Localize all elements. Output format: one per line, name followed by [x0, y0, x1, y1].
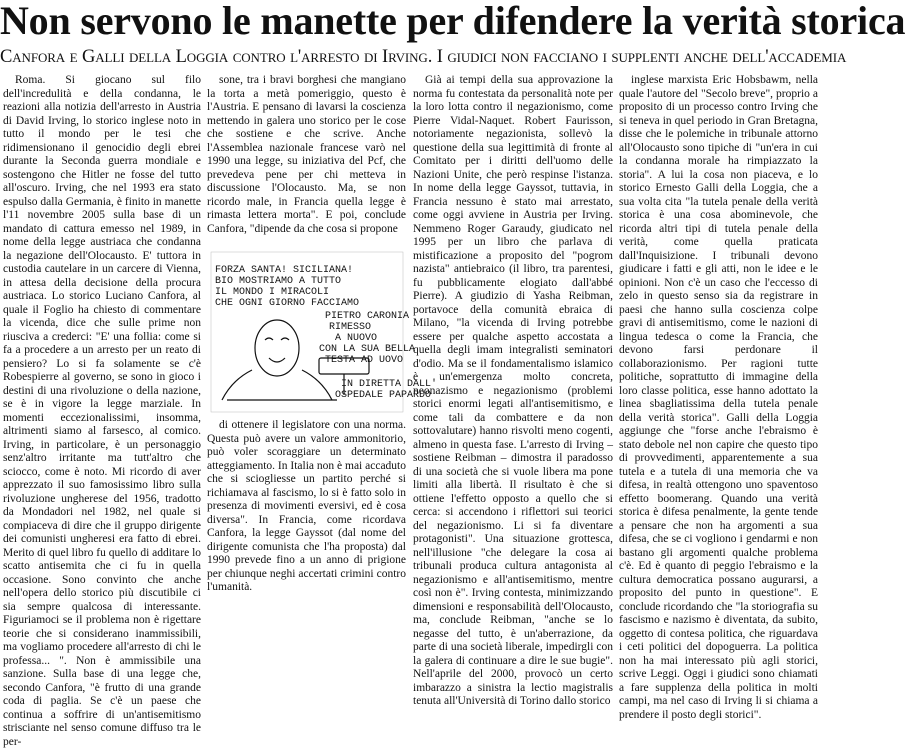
article-column-2-top [207, 74, 406, 248]
column-text: Già ai tempi della sua approvazione la norma fu contestata da personalità note per la loro lotta contro il negazionismo, come Pierre Vidal-Naquet. Robert Faurisson, notoriamente negazionista, sollevò la questione della sua legittimità di fronte al Comitato per i diritti dell'uomo delle Nazioni Unite, che però respinse l'istanza. In nome della legge Gayssot, tuttavia, in Francia nessuno è stato mai arrestato, come oggi avviene in Austria per Irving. Nemmeno Roger Garaudy, giudicato nel 1995 per un libro che parlava di mistificazione a proposito del "pogrom nazista" antiebraico (il libro, tra parentesi, fu pubblicamente elogiato dall'abbé Pierre). A giudizio di Yasha Reibman, portavoce della comunità ebraica di Milano, "la vicenda di Irving potrebbe essere per qualche aspetto accostata a quella degli imam integralisti seminatori d'odio. Ma se il fondamentalismo islamico è un'emergenza molto concreta, neonazismo e negazionismo (problemi storici enormi legati all'antisemitismo, e come tali da combattere e da non sottovalutare) hanno risvolti meno cogenti, almeno in questa fase. L'arresto di Irving – sostiene Reibman – dimostra il paradosso di una società che si vuole libera ma pone limiti alla libertà. Il risultato è che si ottiene l'effetto opposto a quello che si cerca: si accendono i riflettori sui teorici del negazionismo. Li si fa diventare protagonisti". Una situazione grottesca, nell'illusione "che delegare la cosa ai tribunali produca cultura antagonista al negazionismo e all'antisemitismo, mentre così non è". Irving contesta, minimizzando dimensioni e responsabilità dell'Olocausto, ma, conclude Reibman, "anche se lo negasse del tutto, è un'aberrazione, da parte di una società liberale, impedirgli con la galera di continuare a dire le sue bugie". Nell'aprile del 2000, provocò un certo imbarazzo a sinistra la lectio magistralis tenuta all'Università di Torino dallo storico [413, 74, 613, 707]
column-text: di ottenere il legislatore con una norma. Questa può avere un valore ammonitorio, può voler scoraggiare un determinato atteggiamento. In Italia non è mai accaduto che si sciogliesse un partito perché si richiamava al fascismo, lo si è fatto solo in presenza di movimenti eversivi, ed è cosa diversa". In Francia, come ricordava Canfora, la legge Gayssot (dal nome del dirigente comunista che l'ha proposta) dal 1990 prevede fino a un anno di prigione per chiunque neghi accertati crimini contro l'umanità. [207, 419, 406, 593]
article-column-1 [3, 74, 202, 748]
cartoon-illustration [207, 250, 438, 416]
column-text: Roma. Si giocano sul filo dell'incredulità e della condanna, le reazioni alla notizia dell'arresto in Austria di David Irving, lo storico inglese noto in tutto il mondo per le tesi che ridimensionano il genocidio degli ebrei durante la Seconda guerra mondiale e sostengono che Hitler ne fosse del tutto all'oscuro. Irving, che nel 1993 era stato espulso dalla Germania, è finito in manette l'11 novembre 2005 sulla base di un mandato di cattura emesso nel 1989, in nome della legge austriaca che condanna la negazione dell'Olocausto. E' tuttora in custodia cautelare in un carcere di Vienna, in attesa della decisione della procura austriaca. Lo storico Luciano Canfora, al quale il Foglio ha chiesto di commentare la vicenda, dice che sulle prime non riusciva a crederci: "E' una follia: come si fa a procedere a un arresto per un reato di pensiero? Lo si fa solamente se c'è Robespierre al governo, se sono in gioco i destini di una rivoluzione o della nazione, se è in vigore la legge marziale. In momenti eccezionalissimi, insomma, altrimenti siamo al farsesco, al comico. Irving, in particolare, è un personaggio senz'altro irritante ma tutt'altro che sciocco, come è noto. Mi ricordo di aver apprezzato il suo famosissimo libro sulla rivoluzione ungherese del 1956, tradotto da Mondadori nel 1982, nel quale si compiaceva di dire che il gruppo dirigente dei comunisti ungheresi era fatto di ebrei. Merito di quel libro fu quello di additare lo scatto antisemita che ci fu in quella occasione. Sono convinto che anche nell'opera dello storico più discutibile ci sia sempre qualcosa di interessante. Figuriamoci se il problema non è rigettare teorie che si considerano inammissibili, ma vogliamo procedere all'arresto di chi le professa... ". Non è ammissibile una sanzione. Sulla base di una legge che, secondo Canfora, "è frutto di una grande coda di paglia. Se c'è un paese che continua a soffrire di un'antisemitismo strisciante nel senso comune diffuso tra le per- [3, 74, 202, 748]
article-column-2-bottom [207, 419, 406, 593]
column-text: inglese marxista Eric Hobsbawm, nella quale l'autore del "Secolo breve", proprio a proposito di un processo contro Irving che si teneva in quel periodo in Gran Bretagna, disse che le polemiche in tribunale attorno all'Olocausto sono tipiche di "un'era in cui la condanna morale ha rimpiazzato la storia". A lui la cosa non piaceva, e lo storico Ernesto Galli della Loggia, che a sua volta cita "la tutela penale della verità storica è una cosa abominevole, che ricorda altri tipi di tutela penale della verità, come quella praticata dall'Inquisizione. I tribunali devono giudicare i fatti e gli atti, non le idee e le opinioni. Non c'è un caso che l'eccesso di zelo in questo senso sia da registrare in paesi che hanno sulla coscienza colpe gravi di antisemitismo, come le nazioni di lingua tedesca o come la Francia, che devono farsi perdonare il collaborazionismo. Per ragioni tutte politiche, soprattutto di immagine della loro classe politica, esse hanno adottato la linea sbagliatissima della tutela penale della verità storica". Galli della Loggia aggiunge che "forse anche l'ebraismo è stato debole nel non capire che questo tipo di provvedimenti, apparentemente a sua tutela e a tutela di una memoria che va difesa, in realtà ottengono uno spaventoso effetto boomerang. Quando una verità storica è difesa penalmente, la gente tende a pensare che non ha argomenti a sua difesa, che se ci vogliono i gendarmi e non bastano gli argomenti qualche problema c'è. Ed è quanto di peggio l'ebraismo e la cultura democratica possano augurarsi, a proposito del punto in questione". E conclude ricordando che "la storiografia su fascismo e nazismo è diventata, da subito, oggetto di contesa politica, che riguardava i ceti politici del dopoguerra. La politica non ha mai interessato più agli storici, scrive Leggi. Oggi i giudici sono chiamati a fare supplenza della politica in molti campi, ma nel caso di Irving li si chiama a prendere il posto degli storici". [619, 74, 818, 721]
cartoon-figure-caption: PIETRO CARONIA RIMESSO A NUOVO CON LA SUA BELLA TESTA AD UOVO [319, 311, 416, 366]
article-column-3 [413, 74, 613, 707]
cartoon-speech-text: FORZA SANTA! SICILIANA! BIO MOSTRIAMO A TUTTO IL MONDO I MIRACOLI CHE OGNI GIORNO FACCIAMO [215, 265, 360, 309]
article-column-4 [619, 74, 818, 721]
cartoon-signature: IN DIRETTA DALL' OSPEDALE PAPARDO [335, 379, 438, 401]
subheadline: Canfora e Galli della Loggia contro l'arresto di Irving. I giudici non facciano i supplenti anche dell'accademia [0, 47, 847, 67]
cartoon-drawing [207, 250, 438, 416]
headline: Non servono le manette per difendere la verità storica [0, 0, 905, 43]
column-text: sone, tra i bravi borghesi che mangiano la torta a metà pomeriggio, questo è l'Austria. E pensano di lavarsi la coscienza mettendo in galera uno storico per le cose che sostiene e che scrive. Anche l'Assemblea nazionale francese varò nel 1990 una legge, su iniziativa del Pcf, che prevedeva pene per chi metteva in discussione l'Olocausto. Ma, se non ricordo male, in Francia quella legge è rimasta lettera morta". E poi, conclude Canfora, "dipende da che cosa si propone [207, 74, 406, 235]
